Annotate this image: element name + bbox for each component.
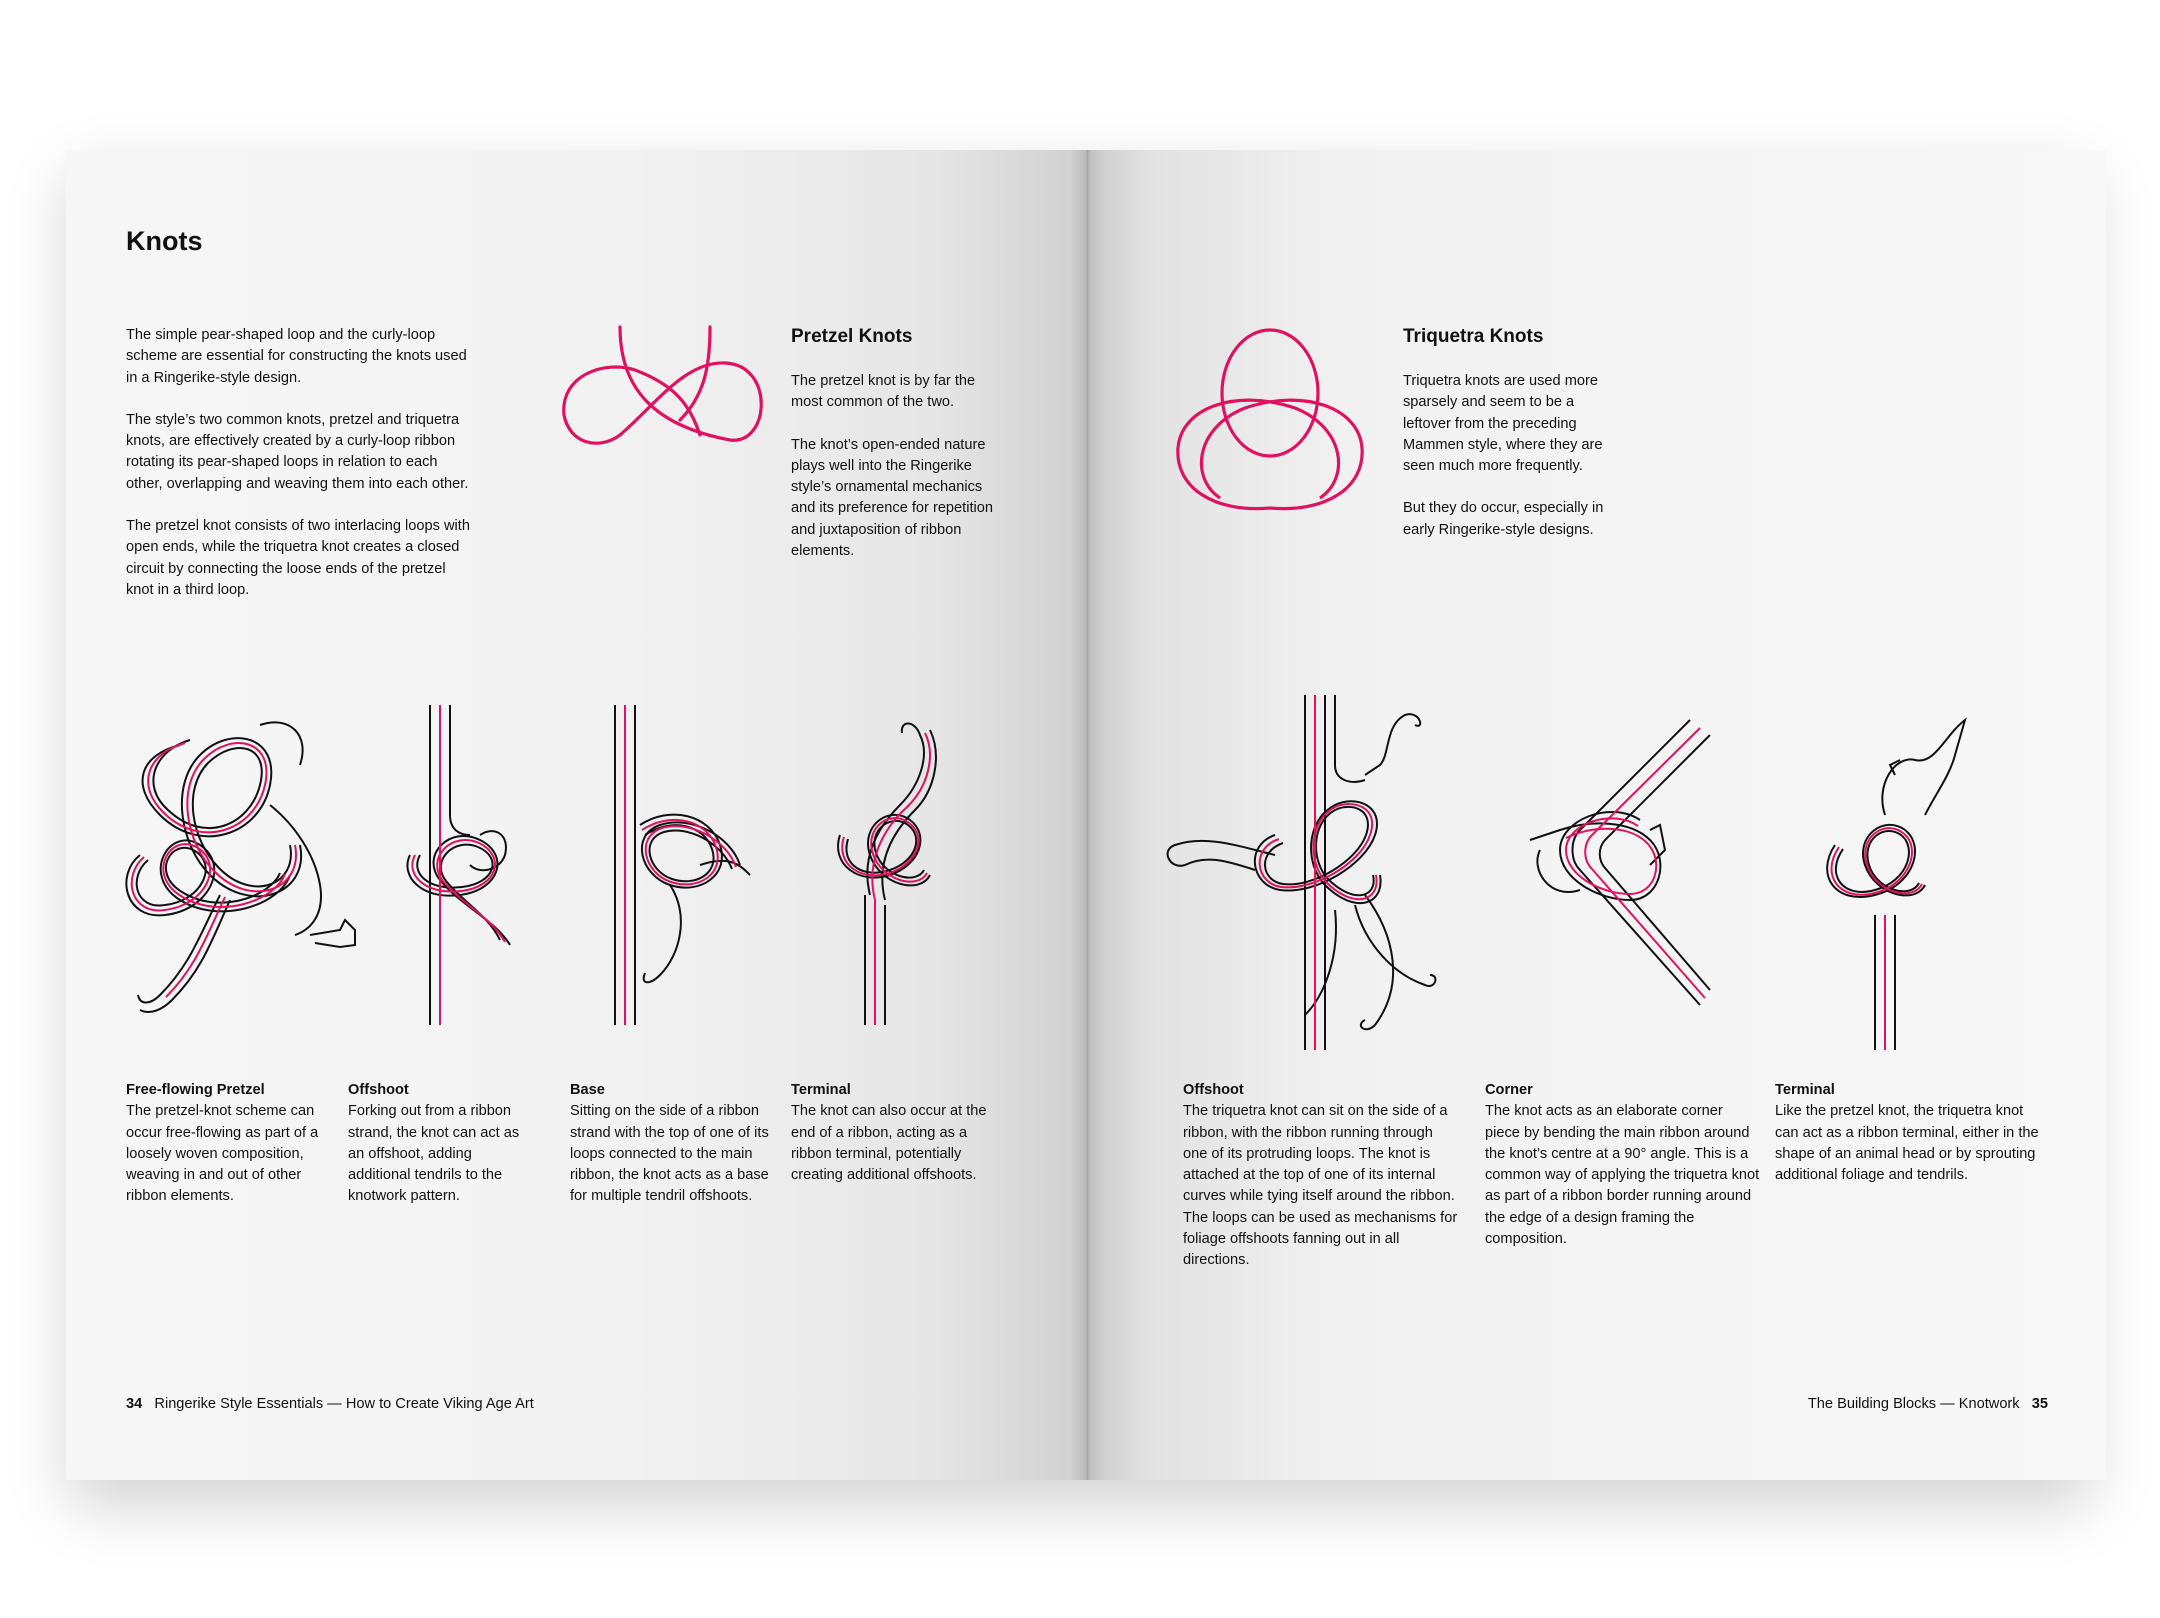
caption-body: Like the pretzel knot, the triquetra knot can act as a ribbon terminal, either in the shape of an animal head or by sprouting additional foliage and tendrils. [1775,1103,2039,1184]
caption-body: The pretzel-knot scheme can occur free-flowing as part of a loosely woven composition, weaving in and out of other ribbon elements. [126,1103,319,1205]
caption-body: The knot acts as an elaborate corner piece by bending the main ribbon around the knot’s centre at a 90° angle. This is a common way of applying the triquetra knot as part of a ribbon border running around the edge of a design framing the composition. [1485,1103,1760,1248]
corner-illustration [1520,720,1710,1020]
triquetra-offshoot-illustration [1165,695,1475,1050]
page-number: 35 [2031,1396,2048,1412]
triquetra-paragraph: Triquetra knots are used more sparsely and seem to be a leftover from the preceding Mammen style, where they are seen much more frequently. [1403,373,1603,475]
triquetra-terminal-illustration [1815,715,1985,1050]
intro-paragraph: The simple pear-shaped loop and the curly-loop scheme are essential for constructing the knots used in a Ringerike-style design. [126,327,467,386]
triquetra-heading: Triquetra Knots [1403,326,1544,347]
pretzel-text [791,371,1001,562]
caption-title: Terminal [1775,1082,1835,1098]
pretzel-knot-diagram [560,325,770,465]
caption-corner [1485,1080,1760,1250]
offshoot-illustration [400,705,540,1025]
book-gutter [1070,150,1104,1480]
page-number: 34 [126,1396,143,1412]
pretzel-paragraph: The pretzel knot is by far the most common of the two. [791,373,976,411]
caption-title: Offshoot [1183,1082,1244,1098]
caption-body: The knot can also occur at the end of a ribbon, acting as a ribbon terminal, potentially creating additional offshoots. [791,1103,987,1184]
free-flowing-pretzel-illustration [120,705,370,1025]
caption-title: Free-flowing Pretzel [126,1082,265,1098]
caption-body: Forking out from a ribbon strand, the knot can act as an offshoot, adding additional tendrils to the knotwork pattern. [348,1103,520,1205]
triquetra-paragraph: But they do occur, especially in early Ringerike-style designs. [1403,500,1604,538]
left-footer [126,1396,534,1412]
caption-free-flowing-pretzel [126,1080,331,1208]
caption-terminal [791,1080,996,1186]
caption-title: Offshoot [348,1082,409,1098]
caption-base [570,1080,775,1208]
triquetra-text [1403,371,1618,541]
intro-text [126,325,471,601]
caption-title: Corner [1485,1082,1533,1098]
footer-text: The Building Blocks — Knotwork [1807,1396,2020,1412]
footer-text: Ringerike Style Essentials — How to Create Viking Age Art [154,1396,534,1412]
caption-triquetra-terminal [1775,1080,2050,1186]
caption-body: The triquetra knot can sit on the side of a ribbon, with the ribbon running through one of its protruding loops. The knot is attached at the top of one of its internal curves while tying itself around the ribbon. The loops can be used as mechanisms for foliage offshoots fanning out in all directions. [1183,1103,1458,1269]
caption-triquetra-offshoot [1183,1080,1458,1272]
triquetra-knot-diagram [1175,328,1365,513]
caption-body: Sitting on the side of a ribbon strand with the top of one of its loops connected to the main ribbon, the knot acts as a base for multiple tendril offshoots. [570,1103,769,1205]
page-title: Knots [126,226,203,256]
caption-offshoot [348,1080,538,1208]
caption-title: Base [570,1082,605,1098]
right-footer [1808,1396,2048,1412]
intro-paragraph: The style’s two common knots, pretzel and triquetra knots, are effectively created by a curly-loop ribbon rotating its pear-shaped loops in relation to each other, overlapping and weaving them into each other. [126,411,469,492]
pretzel-paragraph: The knot’s open-ended nature plays well into the Ringerike style’s ornamental mechanics and its preference for repetition and juxtaposition of ribbon elements. [791,436,993,560]
pretzel-heading: Pretzel Knots [791,326,913,347]
terminal-illustration [830,715,970,1025]
intro-paragraph: The pretzel knot consists of two interlacing loops with open ends, while the triquetra knot creates a closed circuit by connecting the loose ends of the pretzel knot in a third loop. [126,518,470,598]
caption-title: Terminal [791,1082,851,1098]
base-illustration [600,705,760,1025]
